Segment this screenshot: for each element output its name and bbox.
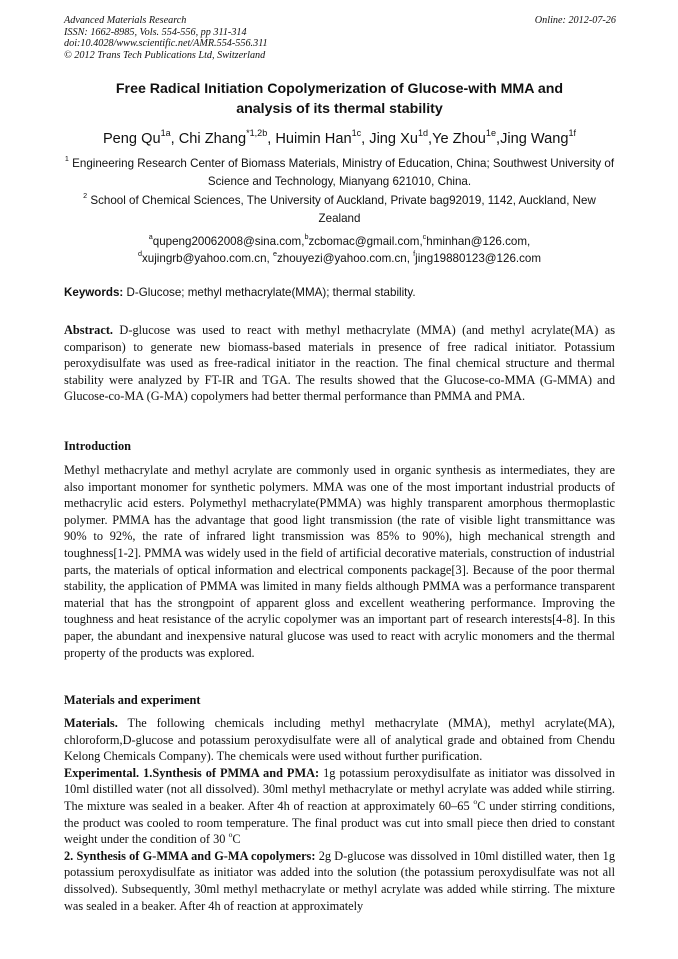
title-line-1: Free Radical Initiation Copolymerization of Glucose-with MMA and xyxy=(115,81,564,97)
email-item: $^b$zcbomac@gmail.com, xyxy=(304,232,423,248)
email-item: $^e$zhouyezi@yahoo.com.cn, xyxy=(272,248,414,265)
keywords xyxy=(64,285,615,301)
experimental-paragraph: Experimental. 1.Synthesis of PMMA and PMA: 1g potassium peroxydisulfate as initiator was dissolved in 10ml distilled water (not all dissolved). 30ml methyl methacrylate or methyl acrylate was added while stirring. The mixture was sealed in a beaker. After 4h of reaction at approximately 60–65 $^o$C under stirring conditions, the product was cooled to room temperature. The final product was cut into small piece then dried to constant weight under the condition of 30 $^o$C xyxy=(64,765,616,847)
affiliation-2: $^2$ School of Chemical Sciences, The University of Auckland, Private bag92019, 1142, Auckland, New Zealand xyxy=(83,191,596,225)
keywords-label: Keywords: xyxy=(64,286,124,299)
author: Chi Zhang$^{*1,2b}$, xyxy=(178,128,276,147)
email-item: $^f$jing19880123@126.com xyxy=(413,248,542,265)
author: Ye Zhou$^{1e}$, xyxy=(432,128,501,147)
author: Jing $Xu^{1d}$, xyxy=(369,128,433,147)
online-date: Online: 2012-07-26 xyxy=(534,15,616,26)
introduction-text: Methyl methacrylate and methyl acrylate are commonly used in organic synthesis as intermediates, they are also important monomer for synthetic polymers. MMA was one of the most important industrial products of methacrylic acid esters. Polymethyl methacrylate(PMMA) was highly transparent amorphous thermoplastic polymer. PMMA has the advantage that good light transmission (the rate of visible light transmittance was 90% to 92%, the rate of infrared light transmission was 85% to 90%), high mechanical strength and toughness[1-2]. PMMA was widely used in the field of artificial decorative materials, construction of industrial parts, the materials of optical information and electrical components package[3]. Because of the poor thermal stability, the application of PMMA was limited in many fields although PMMA was a performance transparent material that has the strongpoint of apparent gloss and excellent weathering performance. Improving the toughness and heat resistance of the acrylic copolymer was an important part of research interests[4-8]. In this paper, the abundant and inexpensive natural glucose was used to react with acrylic monomers and the thermal property of the products was explored. xyxy=(64,463,615,660)
email-item: $^c$hminhan@126.com, xyxy=(422,232,531,248)
introduction-heading: Introduction xyxy=(64,439,131,453)
copyright-line: © 2012 Trans Tech Publications Ltd, Switzerland xyxy=(64,49,266,61)
author-list xyxy=(64,130,615,148)
issn-line: ISSN: 1662-8985, Vols. 554-556, pp 311-314 xyxy=(64,26,247,38)
affiliation-1: $^1$ Engineering Research Center of Biomass Materials, Ministry of Education, China; Southwest University of Science and Technology, Mianyang 621010, China. xyxy=(64,154,615,188)
title-line-2: analysis of its thermal stability xyxy=(236,100,443,117)
materials-paragraph: Materials. The following chemicals including methyl methacrylate (MMA), methyl acrylate(MA), chloroform,D-glucose and potassium peroxydisulfate were all of analytical grade and obtained from Chendu Kelong Chemicals Company). The chemicals were used without further purification. xyxy=(64,716,615,764)
abstract-text: D-glucose was used to react with methyl methacrylate (MMA) (and methyl acrylate(MA) as comparison) to generate new biomass-based materials in presence of free radical initiator. Potassium peroxydisulfate was used as free-radical initiator in the reaction. The final chemical structure and thermal stability were analyzed by FT-IR and TGA. The results showed that the Glucose-co-MMA (G-MMA) and Glucose-co-MA (G-MA) copolymers had better thermal performance than PMMA and PMA. xyxy=(64,323,615,404)
email-item: $^a$qupeng20062008@sina.com, xyxy=(148,232,305,248)
author: Huimin Han$^{1c}$, xyxy=(275,128,370,147)
journal-name: Advanced Materials Research xyxy=(64,15,187,26)
abstract-label: Abstract. xyxy=(64,323,114,337)
paper-title xyxy=(64,80,615,119)
synthesis-paragraph: 2. Synthesis of G-MMA and G-MA copolymers: 2g D-glucose was dissolved in 10ml distilled water, then 1g potassium peroxydisulfate as initiator was added into the solution (the potassium peroxydisulfate was not all dissolved). Subsequently, 30ml methyl methacrylate or methyl acrylate was added while stirring. The mixture was sealed in a beaker. After 4h of reaction at approximately xyxy=(64,848,615,913)
email-line-2 xyxy=(64,248,615,268)
journal-header xyxy=(64,15,268,61)
abstract xyxy=(64,322,615,405)
materials-heading: Materials and experiment xyxy=(64,693,201,707)
email-item: $^d$xujingrb@yahoo.com.cn, xyxy=(137,248,273,265)
author: Peng $Qu^{1a}$, xyxy=(102,128,179,147)
author: Jing Wang$^{1f}$ xyxy=(500,128,577,147)
materials-section xyxy=(64,715,615,914)
doi-line: doi:10.4028/www.scientific.net/AMR.554-556.311 xyxy=(64,38,268,50)
keywords-text: D-Glucose; methyl methacrylate(MMA); thermal stability. xyxy=(123,286,416,299)
author-emails xyxy=(64,234,615,267)
email-line-1 xyxy=(64,234,615,251)
